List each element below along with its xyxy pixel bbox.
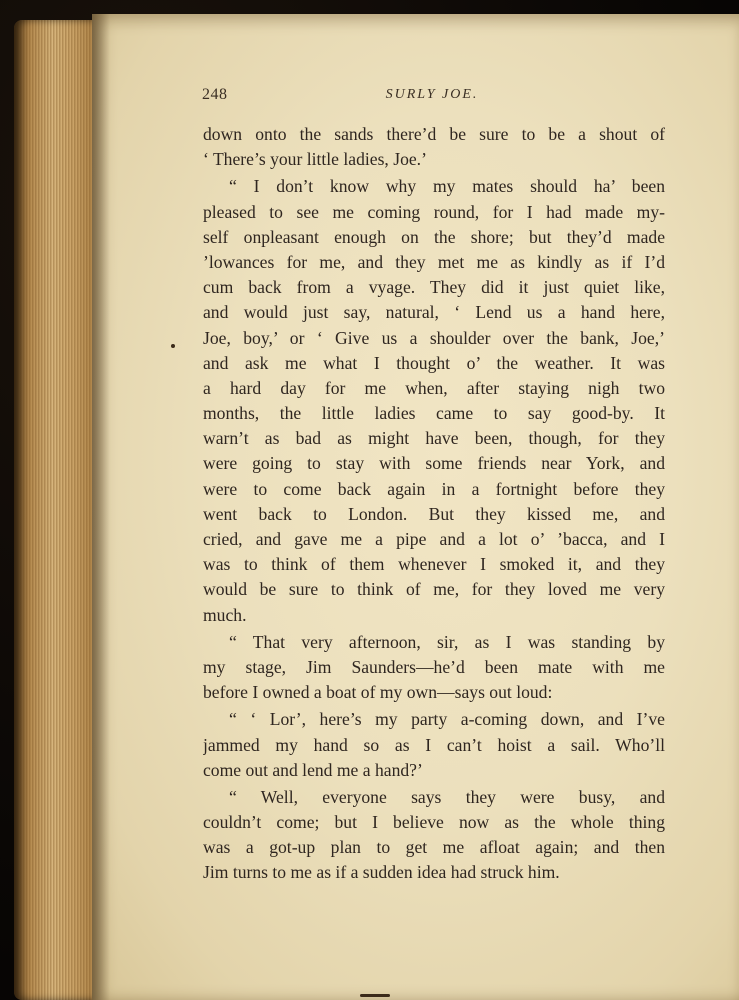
text-line: “ Well, everyone says they were busy, and [229,786,665,807]
text-line: “ That very afternoon, sir, as I was standing by [229,631,665,652]
text-line: cum back from a vyage. They did it just quiet like, [203,277,665,298]
text-line: were to come back again in a fortnight before they [203,478,665,499]
page-bottom-mark [360,994,390,997]
text-line: self onpleasant enough on the shore; but they’d made [203,226,665,247]
text-line: “ ‘ Lor’, here’s my party a-coming down, and I’ve [229,709,665,730]
body-text [203,122,665,886]
text-line: went back to London. But they kissed me, and [203,503,665,524]
text-line: months, the little ladies came to say good-by. It [203,403,665,424]
text-line: Jim turns to me as if a sudden idea had struck him. [203,862,560,883]
text-line: would be sure to think of me, for they loved me very [203,579,665,600]
text-line: and would just say, natural, ‘ Lend us a hand here, [203,302,665,323]
text-line: down onto the sands there’d be sure to be a shout of [203,124,665,144]
text-line: come out and lend me a hand?’ [203,759,423,780]
text-line: a hard day for me when, after staying nigh two [203,377,665,398]
page-header [202,86,662,110]
running-title: SURLY JOE. [385,87,479,102]
text-line: my stage, Jim Saunders—he’d been mate with me [203,656,665,677]
text-line: cried, and gave me a pipe and a lot o’ ’bacca, and I [203,529,665,549]
gilt-page-edges [14,20,100,1000]
ink-speck [171,344,175,348]
text-line: much. [203,604,247,625]
text-line: warn’t as bad as might have been, though, for they [203,428,665,449]
text-line: and ask me what I thought o’ the weather. It was [203,352,665,373]
text-line: jammed my hand so as I can’t hoist a sail. Who’ll [203,734,665,755]
text-line: was to think of them whenever I smoked it, and they [203,554,665,575]
text-line: ’lowances for me, and they met me as kindly as if I’d [203,251,665,272]
text-line: before I owned a boat of my own—says out loud: [203,682,553,703]
gutter-shadow [92,14,110,1000]
text-line: ‘ There’s your little ladies, Joe.’ [203,149,427,170]
text-line: were going to stay with some friends near York, and [203,453,665,474]
text-line: pleased to see me coming round, for I had made my- [203,201,665,222]
text-line: Joe, boy,’ or ‘ Give us a shoulder over the bank, Joe,’ [203,327,665,348]
text-line: couldn’t come; but I believe now as the whole thing [203,812,665,833]
page-number: 248 [202,86,228,103]
text-line: “ I don’t know why my mates should ha’ been [229,176,665,197]
text-line: was a got-up plan to get me afloat again; and then [203,837,665,858]
